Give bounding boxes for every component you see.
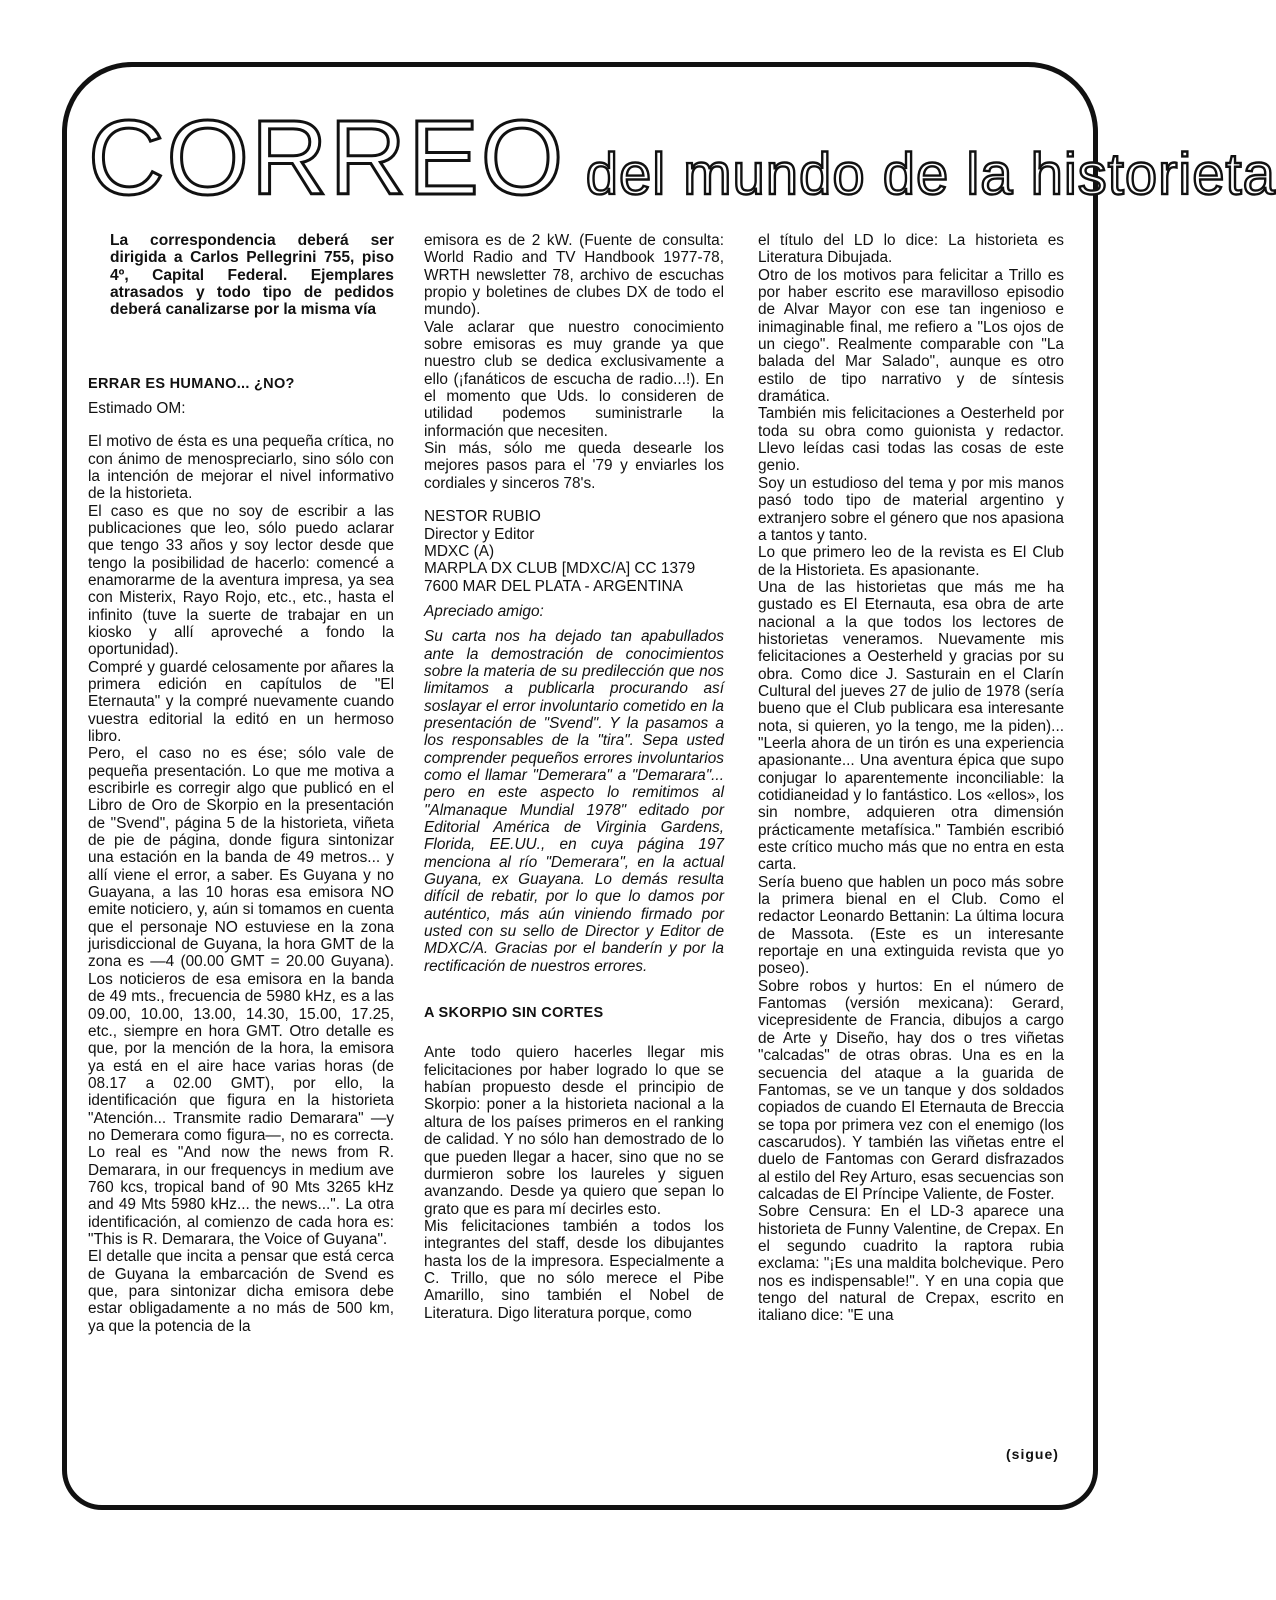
- letter-salutation: Estimado OM:: [88, 399, 186, 417]
- page-title: CORREO: [88, 99, 566, 217]
- section-title-skorpio: A SKORPIO SIN CORTES: [424, 1005, 604, 1022]
- signature-role: Director y Editor: [424, 525, 535, 543]
- page-header: [88, 99, 1276, 217]
- continued-marker: (sigue): [1006, 1446, 1059, 1462]
- paragraph: Ante todo quiero hacerles llegar mis felicitaciones por haber logrado lo que se habían propuesto desde el principio de Skorpio: poner a la historieta nacional a la altura de los países primeros en el ranking de calidad. Y no sólo han demostrado de lo que pueden llegar a hacer, sino que no se durmieron sobre los laureles y siguen avanzando. Desde ya quiero que sepan lo grato que es para mí decirles esto.: [424, 1044, 724, 1218]
- paragraph: Vale aclarar que nuestro conocimiento sobre emisoras es muy grande ya que nuestro club se dedica exclusivamente a ello (¡fanáticos de escucha de radio...!). En el momento que Uds. lo consideren de utilidad podemos suministrarle la información que necesiten.: [424, 318, 724, 440]
- section-title-errar: ERRAR ES HUMANO... ¿NO?: [88, 376, 295, 393]
- paragraph: Lo que primero leo de la revista es El Club de la Historieta. Es apasionante.: [758, 544, 1064, 579]
- page-subtitle: del mundo de la historieta: [585, 142, 1276, 207]
- paragraph: Mis felicitaciones también a todos los integrantes del staff, desde los dibujantes hasta los de la impresora. Especialmente a C. Trillo, que no sólo merece el Pibe Amarillo, sino también el Nobel de Literatura. Digo literatura porque, como: [424, 1217, 724, 1322]
- signature-name: NESTOR RUBIO: [424, 508, 541, 526]
- column-1: [88, 232, 394, 1335]
- paragraph: También mis felicitaciones a Oesterheld por toda su obra como guionista y redactor. Llevo leídas casi todas las cosas de este genio.: [758, 405, 1064, 475]
- signature-address: MARPLA DX CLUB [MDXC/A] CC 1379: [424, 560, 696, 578]
- signature-org: MDXC (A): [424, 542, 495, 560]
- paragraph: El motivo de ésta es una pequeña crítica, no con ánimo de menospreciarlo, sino sólo con la intención de mejorar el nivel informativo de la historieta.: [88, 433, 394, 503]
- reply-salutation: Apreciado amigo:: [424, 602, 544, 620]
- paragraph: Otro de los motivos para felicitar a Trillo es por haber escrito ese maravilloso episodio de Alvar Mayor con ese tan ingenioso e inimaginable final, me refiero a "Los ojos de un ciego". Realmente comparable con "La balada del Mar Salado", aunque es otro estilo de tipo narrativo y de síntesis dramática.: [758, 266, 1064, 406]
- column-2: [424, 232, 724, 1322]
- editor-reply: Su carta nos ha dejado tan apabullados ante la demostración de conocimientos sobre la materia de su predilección que nos limitamos a publicarla procurando así soslayar el error involuntario cometido en la presentación de "Svend". Y la pasamos a los responsables de la "tira". Sepa usted comprender pequeños errores involuntarios como el llamar "Demerara" a "Demarara"... pero en este aspecto lo remitimos al "Almanaque Mundial 1978" editado por Editorial América de Virginia Gardens, Florida, EE.UU., en cuya página 197 menciona al río "Demerara", en la actual Guyana, ex Guayana. Lo demás resulta difícil de rebatir, por lo que lo damos por auténtico, más aún viniendo firmado por usted con su sello de Director y Editor de MDXC/A. Gracias por el banderín y por la rectificación de nuestros errores.: [424, 628, 724, 975]
- paragraph: Sería bueno que hablen un poco más sobre la primera bienal en el Club. Como el redactor Leonardo Bettanin: La última locura de Massota. (Este es un interesante reportaje en una extinguida revista que yo poseo).: [758, 873, 1064, 978]
- paragraph: Compré y guardé celosamente por añares la primera edición en capítulos de "El Eternauta" y la compré nuevamente cuando vuestra editorial la editó en un hermoso libro.: [88, 658, 394, 746]
- paragraph: Sobre robos y hurtos: En el número de Fantomas (versión mexicana): Gerard, vicepresidente de Francia, dibujos a cargo de Arte y Diseño, hay dos o tres viñetas "calcadas" de otras obras. Una es en la secuencia del ataque a la guarida de Fantomas, se ve un tanque y dos soldados copiados de cuando El Eternauta de Breccia se topa por primera vez con el enemigo (los cascarudos). Y también las viñetas entre el duelo de Fantomas con Gerard disfrazados al estilo del Rey Arturo, esas secuencias son calcadas de El Príncipe Valiente, de Foster.: [758, 977, 1064, 1203]
- paragraph: Pero, el caso no es ése; sólo vale de pequeña presentación. Lo que me motiva a escribirle es corregir algo que publicó en el Libro de Oro de Skorpio en la presentación de "Svend", página 5 de la historieta, viñeta de pie de página, donde figura sintonizar una estación en la banda de 49 metros... y allí viene el error, a saber. Es Guyana y no Guayana, a las 10 horas esa emisora NO emite noticiero, y, aún si tomamos en cuenta que el personaje NO estuviese en la zona jurisdiccional de Guyana, la hora GMT de la zona es —4 (00.00 GMT = 20.00 Guyana). Los noticieros de esa emisora en la banda de 49 mts., frecuencia de 5980 kHz, es a las 09.00, 10.00, 13.00, 14.30, 15.00, 17.25, etc., siempre en hora GMT. Otro detalle es que, por la mención de la hora, la emisora ya está en el aire hace varias horas (de 08.17 a 02.00 GMT), por ello, la identificación que figura en la historieta "Atención... Transmite radio Demarara" —y no Demerara como figura—, no es correcta. Lo real es "And now the news from R. Demarara, in our frequencys in medium ave 760 kcs, tropical band of 90 Mts 3265 kHz and 49 Mts 5980 kHz... the news...". La otra identificación, al comienzo de cada hora es: "This is R. Demarara, the Voice of Guyana".: [88, 745, 394, 1248]
- paragraph: El detalle que incita a pensar que está cerca de Guyana la embarcación de Svend es que, para sintonizar dicha emisora debe estar obligadamente a no más de 500 km, ya que la potencia de la: [88, 1248, 394, 1335]
- paragraph: Sin más, sólo me queda desearle los mejores pasos para el '79 y enviarles los cordiales y sinceros 78's.: [424, 440, 724, 492]
- paragraph: Soy un estudioso del tema y por mis manos pasó todo tipo de material argentino y extranjero sobre el género que nos apasiona a tantos y tanto.: [758, 474, 1064, 544]
- paragraph: Una de las historietas que más me ha gustado es El Eternauta, esa obra de arte nacional a la que todos los lectores de historietas veneramos. Nuevamente mis felicitaciones a Oesterheld y gracias por su obra. Como dice J. Sasturain en el Clarín Cultural del jueves 27 de julio de 1978 (sería bueno que el Club publicara esa interesante nota, si quieren, yo la tengo, me la piden)... "Leerla ahora de un tirón es una experiencia apasionante... Una aventura épica que supo conjugar lo aparentemente inconciliable: la cotidianeidad y lo fantástico. Los «ellos», los sin nombre, adquieren otra dimensión prácticamente metafísica." También escribió este crítico mucho más que no entra en esta carta.: [758, 578, 1064, 874]
- column-3: [758, 232, 1064, 1325]
- paragraph: Sobre Censura: En el LD-3 aparece una historieta de Funny Valentine, de Crepax. En el segundo cuadrito la raptora rubia exclama: "¡Es una maldita bolchevique. Pero nos es indispensable!". Y en una copia que tengo del natural de Crepax, escrito en italiano dice: "E una: [758, 1203, 1064, 1325]
- paragraph: El caso es que no soy de escribir a las publicaciones que leo, sólo puedo aclarar que tengo 33 años y soy lector desde que tengo la posibilidad de hacerlo: comencé a enamorarme de la aventura impresa, ya sea con Misterix, Rayo Rojo, etc., etc., hasta el infinito (tuve la suerte de trabajar en un kiosko y allí aproveché a fondo la oportunidad).: [88, 502, 394, 659]
- signature-city: 7600 MAR DEL PLATA - ARGENTINA: [424, 577, 683, 595]
- paragraph: emisora es de 2 kW. (Fuente de consulta: World Radio and TV Handbook 1977-78, WRTH newsletter 78, archivo de escuchas propio y boletines de clubes DX de todo el mundo).: [424, 232, 724, 319]
- correspondence-notice: La correspondencia deberá ser dirigida a Carlos Pellegrini 755, piso 4º, Capital Federal. Ejemplares atrasados y todo tipo de pedidos deberá canalizarse por la misma vía: [110, 232, 394, 319]
- paragraph: el título del LD lo dice: La historieta es Literatura Dibujada.: [758, 232, 1064, 267]
